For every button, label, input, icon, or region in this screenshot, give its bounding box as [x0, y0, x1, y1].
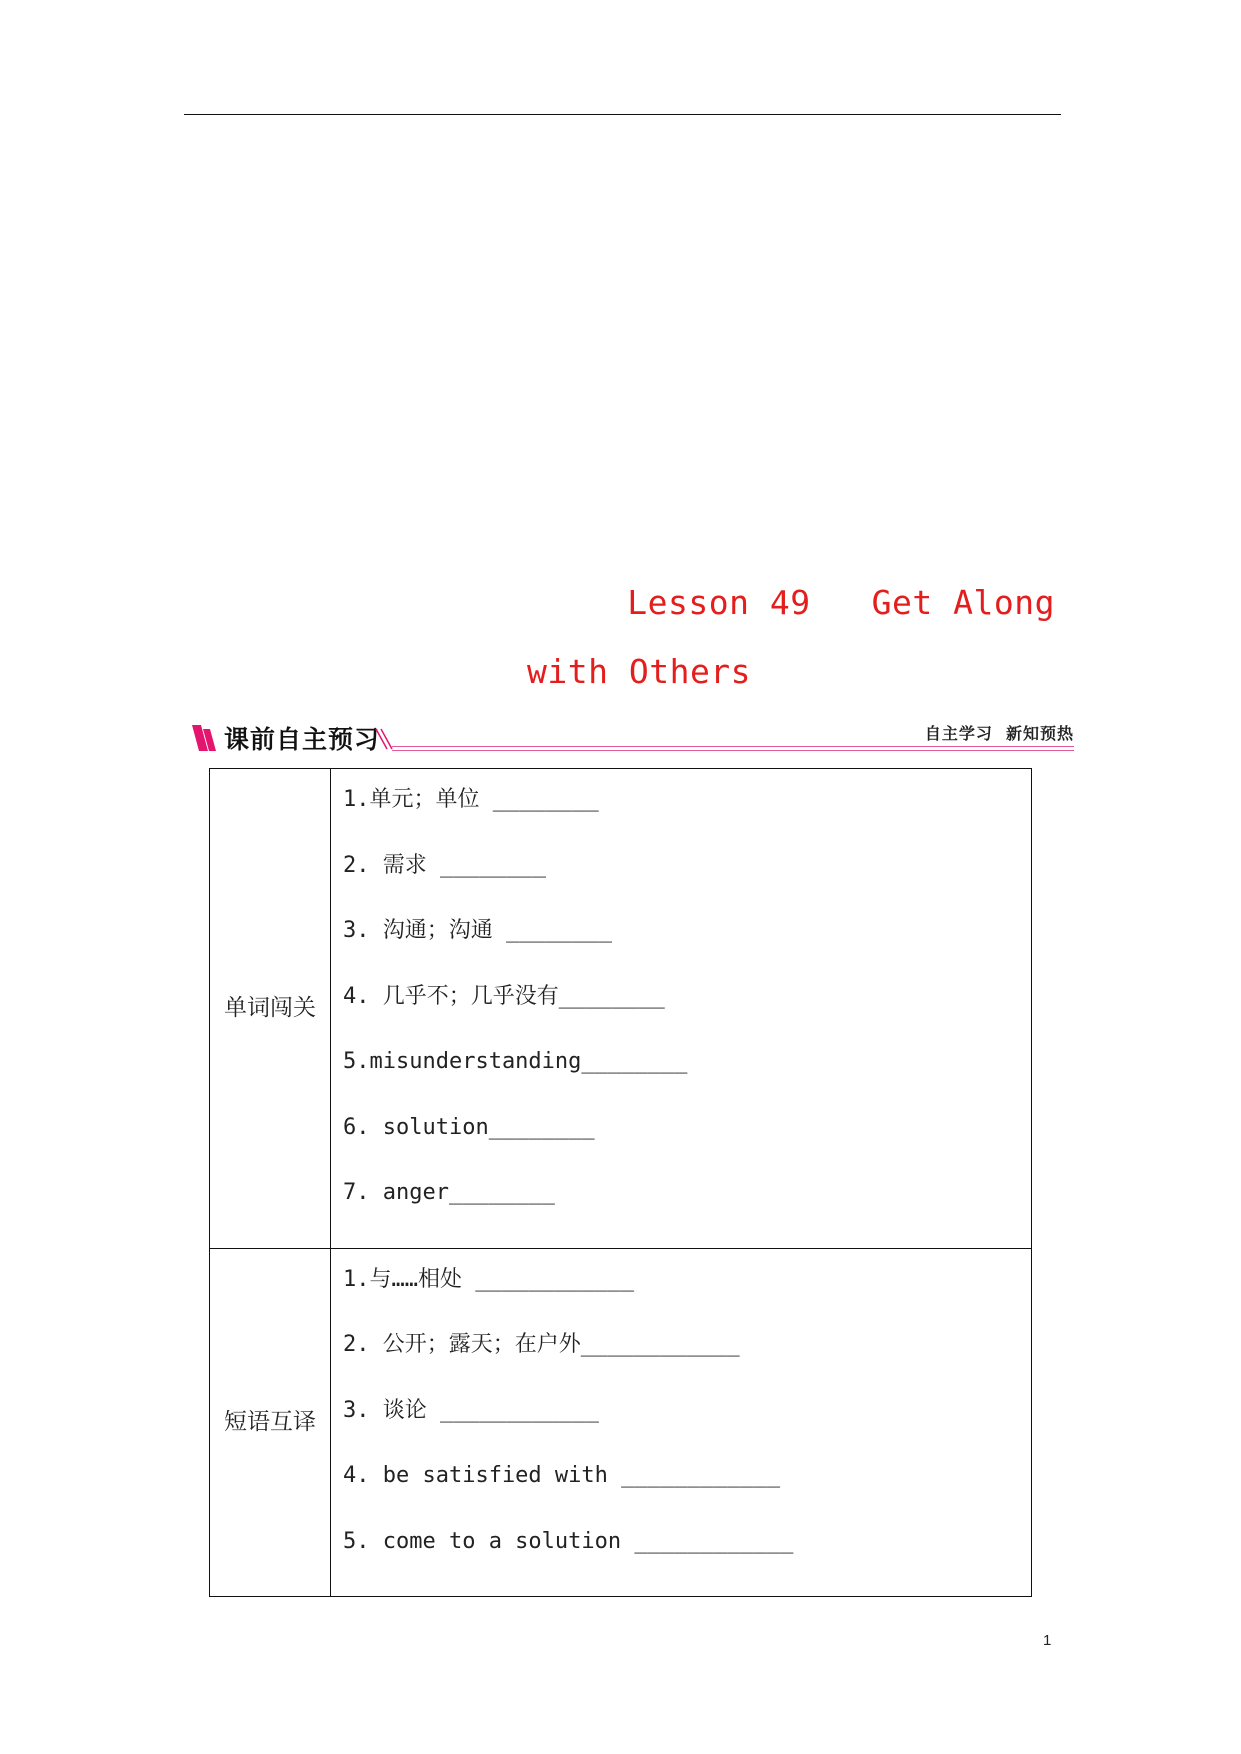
exercise-item: 4. 几乎不；几乎没有________ — [343, 983, 665, 1009]
banner-hatch-icon — [375, 728, 393, 750]
header-rule — [184, 114, 1061, 115]
exercise-item: 4. be satisfied with ____________ — [343, 1463, 781, 1488]
section-subtitle: 自主学习 新知预热 — [924, 724, 1074, 743]
category-cell: 单词闯关 — [210, 769, 331, 1249]
banner-stripe-icon — [192, 725, 220, 751]
exercise-item: 5. come to a solution ____________ — [343, 1528, 794, 1554]
items-cell — [331, 769, 1032, 1249]
banner-divider — [392, 746, 1074, 747]
preview-table — [209, 768, 1032, 1597]
page-number: 1 — [1043, 1632, 1052, 1649]
exercise-item: 2. 需求 ________ — [343, 852, 546, 878]
table-row — [210, 1248, 1032, 1597]
exercise-item: 5.misunderstanding________ — [343, 1049, 688, 1074]
section-banner — [192, 718, 1074, 754]
exercise-item: 3. 谈论 ____________ — [343, 1397, 599, 1423]
items-cell — [331, 1248, 1032, 1597]
category-cell: 短语互译 — [210, 1248, 331, 1597]
exercise-item: 3. 沟通；沟通 ________ — [343, 918, 612, 943]
exercise-item: 6. solution________ — [343, 1114, 595, 1140]
exercise-item: 1.与……相处 ____________ — [343, 1266, 635, 1292]
exercise-item: 7. anger________ — [343, 1180, 555, 1205]
section-heading: 课前自主预习 — [224, 725, 381, 754]
table-row — [210, 769, 1032, 1249]
lesson-title: Lesson 49 Get Along — [627, 583, 1055, 622]
lesson-title-continued: with Others — [527, 652, 752, 691]
exercise-item: 2. 公开；露天；在户外____________ — [343, 1332, 740, 1357]
exercise-item: 1.单元；单位 ________ — [343, 787, 599, 812]
banner-divider-thin — [392, 750, 1074, 751]
